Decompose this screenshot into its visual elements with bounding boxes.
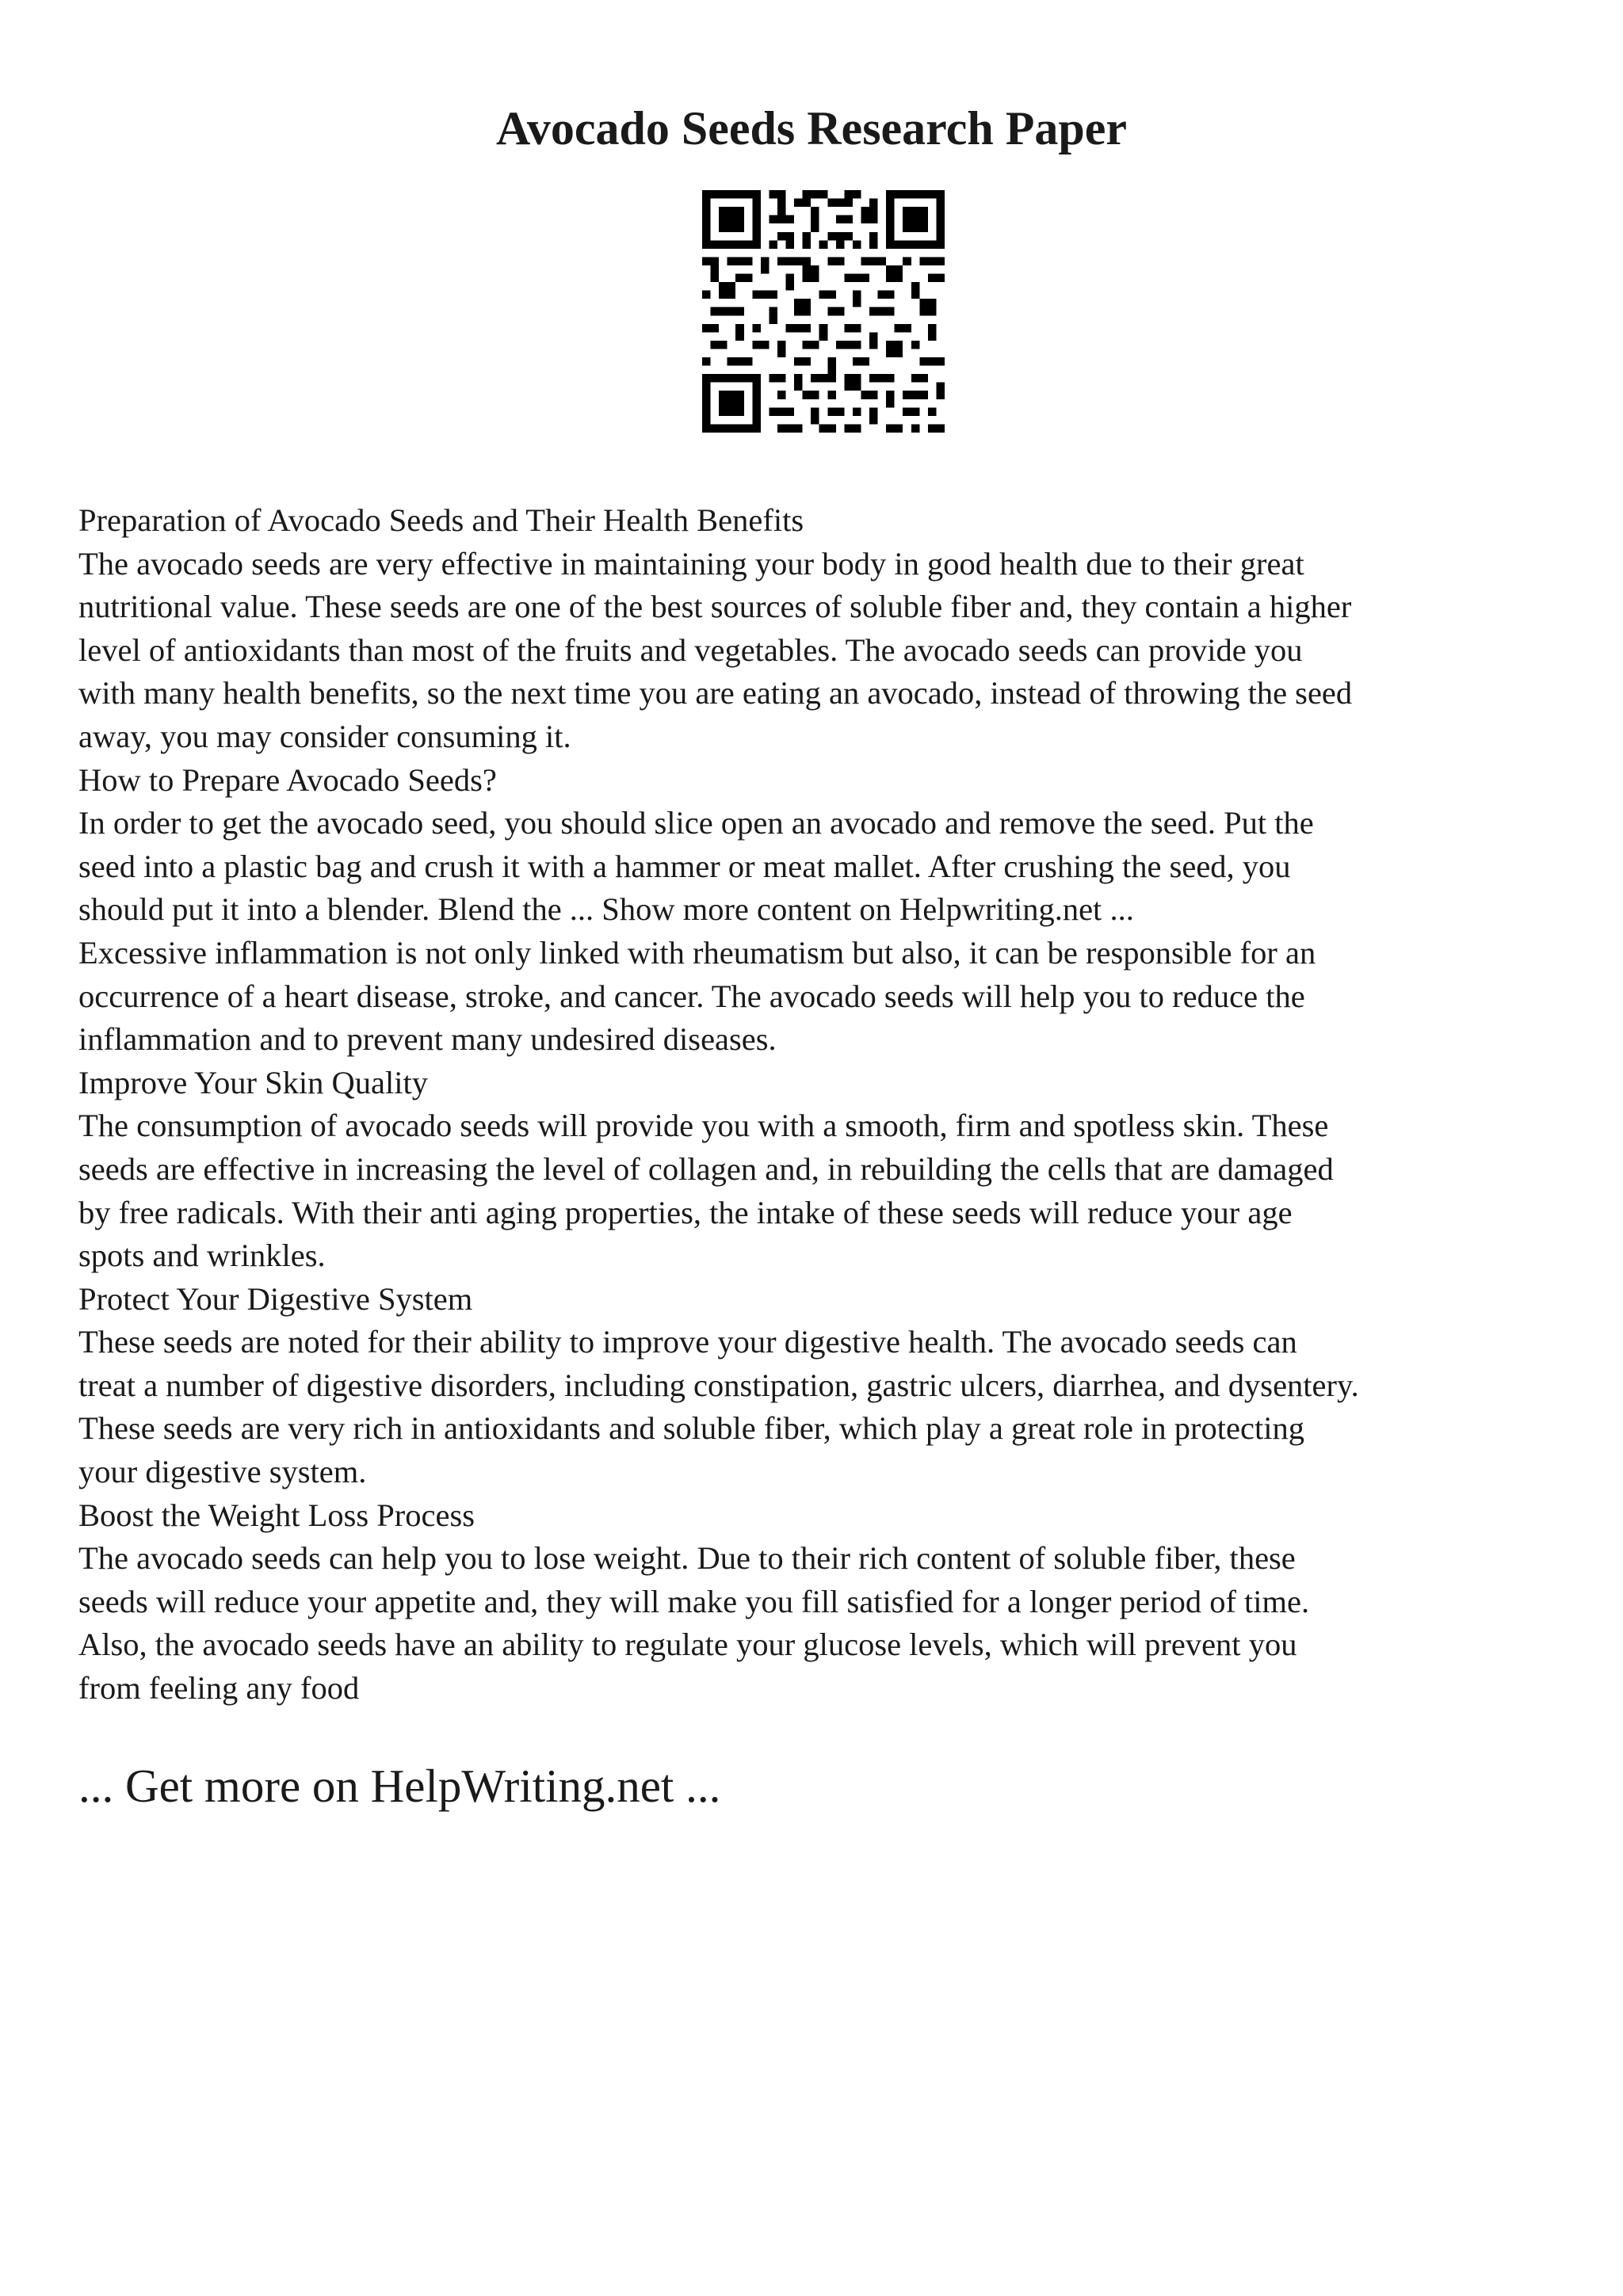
qr-code-icon — [702, 190, 945, 433]
body-line: seeds will reduce your appetite and, they will make you fill satisfied for a longer period of time. — [78, 1583, 1310, 1619]
body-line: In order to get the avocado seed, you should slice open an avocado and remove the seed. Put the — [78, 805, 1314, 841]
body-line: with many health benefits, so the next time you are eating an avocado, instead of throwing the seed — [78, 675, 1353, 711]
body-line: from feeling any food — [78, 1670, 360, 1707]
section-heading: Preparation of Avocado Seeds and Their Health Benefits — [78, 502, 804, 538]
section-heading: Improve Your Skin Quality — [78, 1064, 429, 1100]
body-line: seed into a plastic bag and crush it with a hammer or meat mallet. After crushing the seed, you — [78, 848, 1291, 884]
body-line: Also, the avocado seeds have an ability to regulate your glucose levels, which will prevent you — [78, 1627, 1297, 1663]
body-line: occurrence of a heart disease, stroke, and cancer. The avocado seeds will help you to reduce the — [78, 978, 1305, 1014]
body-line: level of antioxidants than most of the fruits and vegetables. The avocado seeds can provide you — [78, 631, 1303, 668]
body-line: away, you may consider consuming it. — [78, 718, 571, 754]
body-line: nutritional value. These seeds are one of the best sources of soluble fiber and, they contain a higher — [78, 589, 1352, 625]
body-line: seeds are effective in increasing the level of collagen and, in rebuilding the cells that are damaged — [78, 1150, 1334, 1187]
body-line: should put it into a blender. Blend the ... Show more content on Helpwriting.net ... — [78, 891, 1134, 928]
section-heading: How to Prepare Avocado Seeds? — [78, 761, 497, 798]
get-more-link[interactable]: ... Get more on HelpWriting.net ... — [78, 1760, 721, 1812]
page-title: Avocado Seeds Research Paper — [496, 102, 1127, 154]
body-line: inflammation and to prevent many undesired diseases. — [78, 1021, 777, 1058]
body-text — [78, 499, 1568, 1711]
body-line: by free radicals. With their anti aging properties, the intake of these seeds will reduce your age — [78, 1194, 1293, 1230]
body-line: treat a number of digestive disorders, including constipation, gastric ulcers, diarrhea, and dysentery. — [78, 1367, 1359, 1403]
section-heading: Protect Your Digestive System — [78, 1280, 473, 1317]
body-line: The avocado seeds are very effective in maintaining your body in good health due to their great — [78, 545, 1304, 582]
body-line: These seeds are very rich in antioxidants and soluble fiber, which play a great role in protecting — [78, 1410, 1304, 1447]
body-line: The consumption of avocado seeds will provide you with a smooth, firm and spotless skin. These — [78, 1108, 1329, 1144]
body-line: These seeds are noted for their ability to improve your digestive health. The avocado seeds can — [78, 1324, 1297, 1360]
body-line: Excessive inflammation is not only linked with rheumatism but also, it can be responsible for an — [78, 934, 1316, 971]
body-line: spots and wrinkles. — [78, 1238, 326, 1274]
body-line: your digestive system. — [78, 1454, 367, 1490]
body-line: The avocado seeds can help you to lose weight. Due to their rich content of soluble fiber, these — [78, 1540, 1296, 1577]
section-heading: Boost the Weight Loss Process — [78, 1497, 475, 1533]
